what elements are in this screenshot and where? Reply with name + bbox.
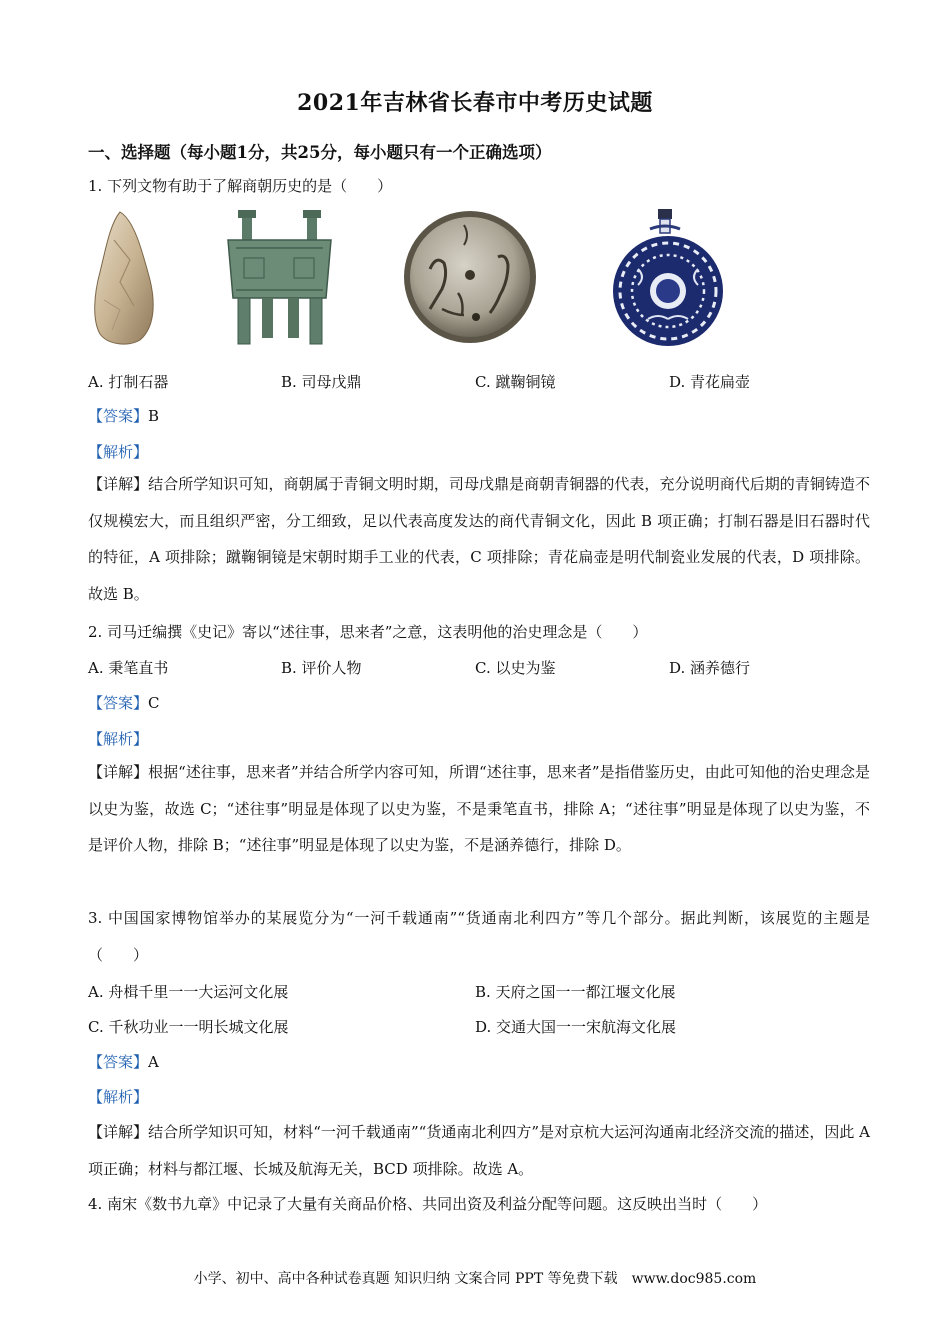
q3-detail [88, 1114, 870, 1187]
answer-label: 【答案】 [88, 1053, 149, 1071]
question-2-stem: 2. 司马迁编撰《史记》寄以“述往事，思来者”之意，这表明他的治史理念是（ ） [88, 623, 648, 641]
q2-detail [88, 754, 870, 864]
q2-option-b[interactable]: B. 评价人物 [281, 659, 362, 677]
q1-option-c[interactable]: C. 蹴鞠铜镜 [475, 373, 556, 391]
q1-analysis-label: 【解析】 [88, 443, 149, 461]
question-3-stem: 3. 中国国家博物馆举办的某展览分为“一河千载通南”“货通南北利四方”等几个部分。据此判断，该展览的主题是（ ） [88, 909, 870, 964]
detail-label: 【详解】 [88, 1123, 149, 1141]
detail-label: 【详解】 [88, 763, 149, 781]
section-heading: 一、选择题（每小题1分，共25分，每小题只有一个正确选项） [88, 143, 552, 162]
stone-tool-image [90, 210, 158, 346]
page-footer: 小学、初中、高中各种试卷真题 知识归纳 文案合同 PPT 等免费下载 www.doc985.com [193, 1271, 757, 1287]
q2-option-a[interactable]: A. 秉笔直书 [88, 659, 169, 677]
q1-detail-text: 结合所学知识可知，商朝属于青铜文明时期，司母戊鼎是商朝青铜器的代表，充分说明商代后期的青铜铸造不仅规模宏大，而且组织严密，分工细致，足以代表高度发达的商代青铜文化，因此 B 项正确；打制石器是旧石器时代的特征，A 项排除；蹴鞠铜镜是宋朝时期手工业的代表，C 项排除；青花扁壶是明代制瓷业发展的代表，D 项排除。故选 B。 [88, 475, 870, 603]
q3-analysis-label: 【解析】 [88, 1088, 149, 1106]
detail-label: 【详解】 [88, 475, 149, 493]
q1-option-b[interactable]: B. 司母戊鼎 [281, 373, 362, 391]
q1-option-d[interactable]: D. 青花扁壶 [669, 373, 751, 391]
q3-option-d[interactable]: D. 交通大国一一宋航海文化展 [475, 1018, 677, 1036]
page-title: 2021年吉林省长春市中考历史试题 [297, 90, 653, 116]
answer-label: 【答案】 [88, 694, 149, 712]
q3-answer-line [88, 1052, 159, 1072]
q2-answer-line [88, 693, 160, 713]
question-4-stem: 4. 南宋《数书九章》中记录了大量有关商品价格、共同出资及利益分配等问题。这反映出当时（ ） [88, 1195, 768, 1213]
bronze-ding-image [222, 210, 337, 345]
q2-detail-text: 根据“述往事，思来者”并结合所学内容可知，所谓“述往事，思来者”是指借鉴历史，由此可知他的治史理念是以史为鉴，故选 C；“述往事”明显是体现了以史为鉴，不是秉笔直书，排除 A；“述往事”明显是体现了以史为鉴，不是评价人物，排除 B；“述往事”明显是体现了以史为鉴，不是涵养德行，排除 D。 [88, 763, 870, 854]
q3-option-c[interactable]: C. 千秋功业一一明长城文化展 [88, 1018, 289, 1036]
q1-answer-line [88, 406, 159, 426]
bronze-mirror-image [402, 209, 538, 345]
q3-answer: A [148, 1053, 159, 1071]
q2-option-c[interactable]: C. 以史为鉴 [475, 659, 556, 677]
q3-detail-text: 结合所学知识可知，材料“一河千载通南”“货通南北利四方”是对京杭大运河沟通南北经济交流的描述，因此 A 项正确；材料与都江堰、长城及航海无关，BCD 项排除。故选 A。 [88, 1123, 870, 1178]
question-1-stem: 1. 下列文物有助于了解商朝历史的是（ ） [88, 177, 393, 195]
q1-answer: B [148, 407, 160, 425]
q1-option-a[interactable]: A. 打制石器 [88, 373, 169, 391]
q2-option-d[interactable]: D. 涵养德行 [669, 659, 751, 677]
blue-white-flask-image [608, 209, 726, 349]
q1-detail [88, 466, 870, 612]
answer-label: 【答案】 [88, 407, 149, 425]
q3-option-a[interactable]: A. 舟楫千里一一大运河文化展 [88, 983, 289, 1001]
q2-analysis-label: 【解析】 [88, 730, 149, 748]
q2-answer: C [148, 694, 160, 712]
q3-option-b[interactable]: B. 天府之国一一都江堰文化展 [475, 983, 676, 1001]
